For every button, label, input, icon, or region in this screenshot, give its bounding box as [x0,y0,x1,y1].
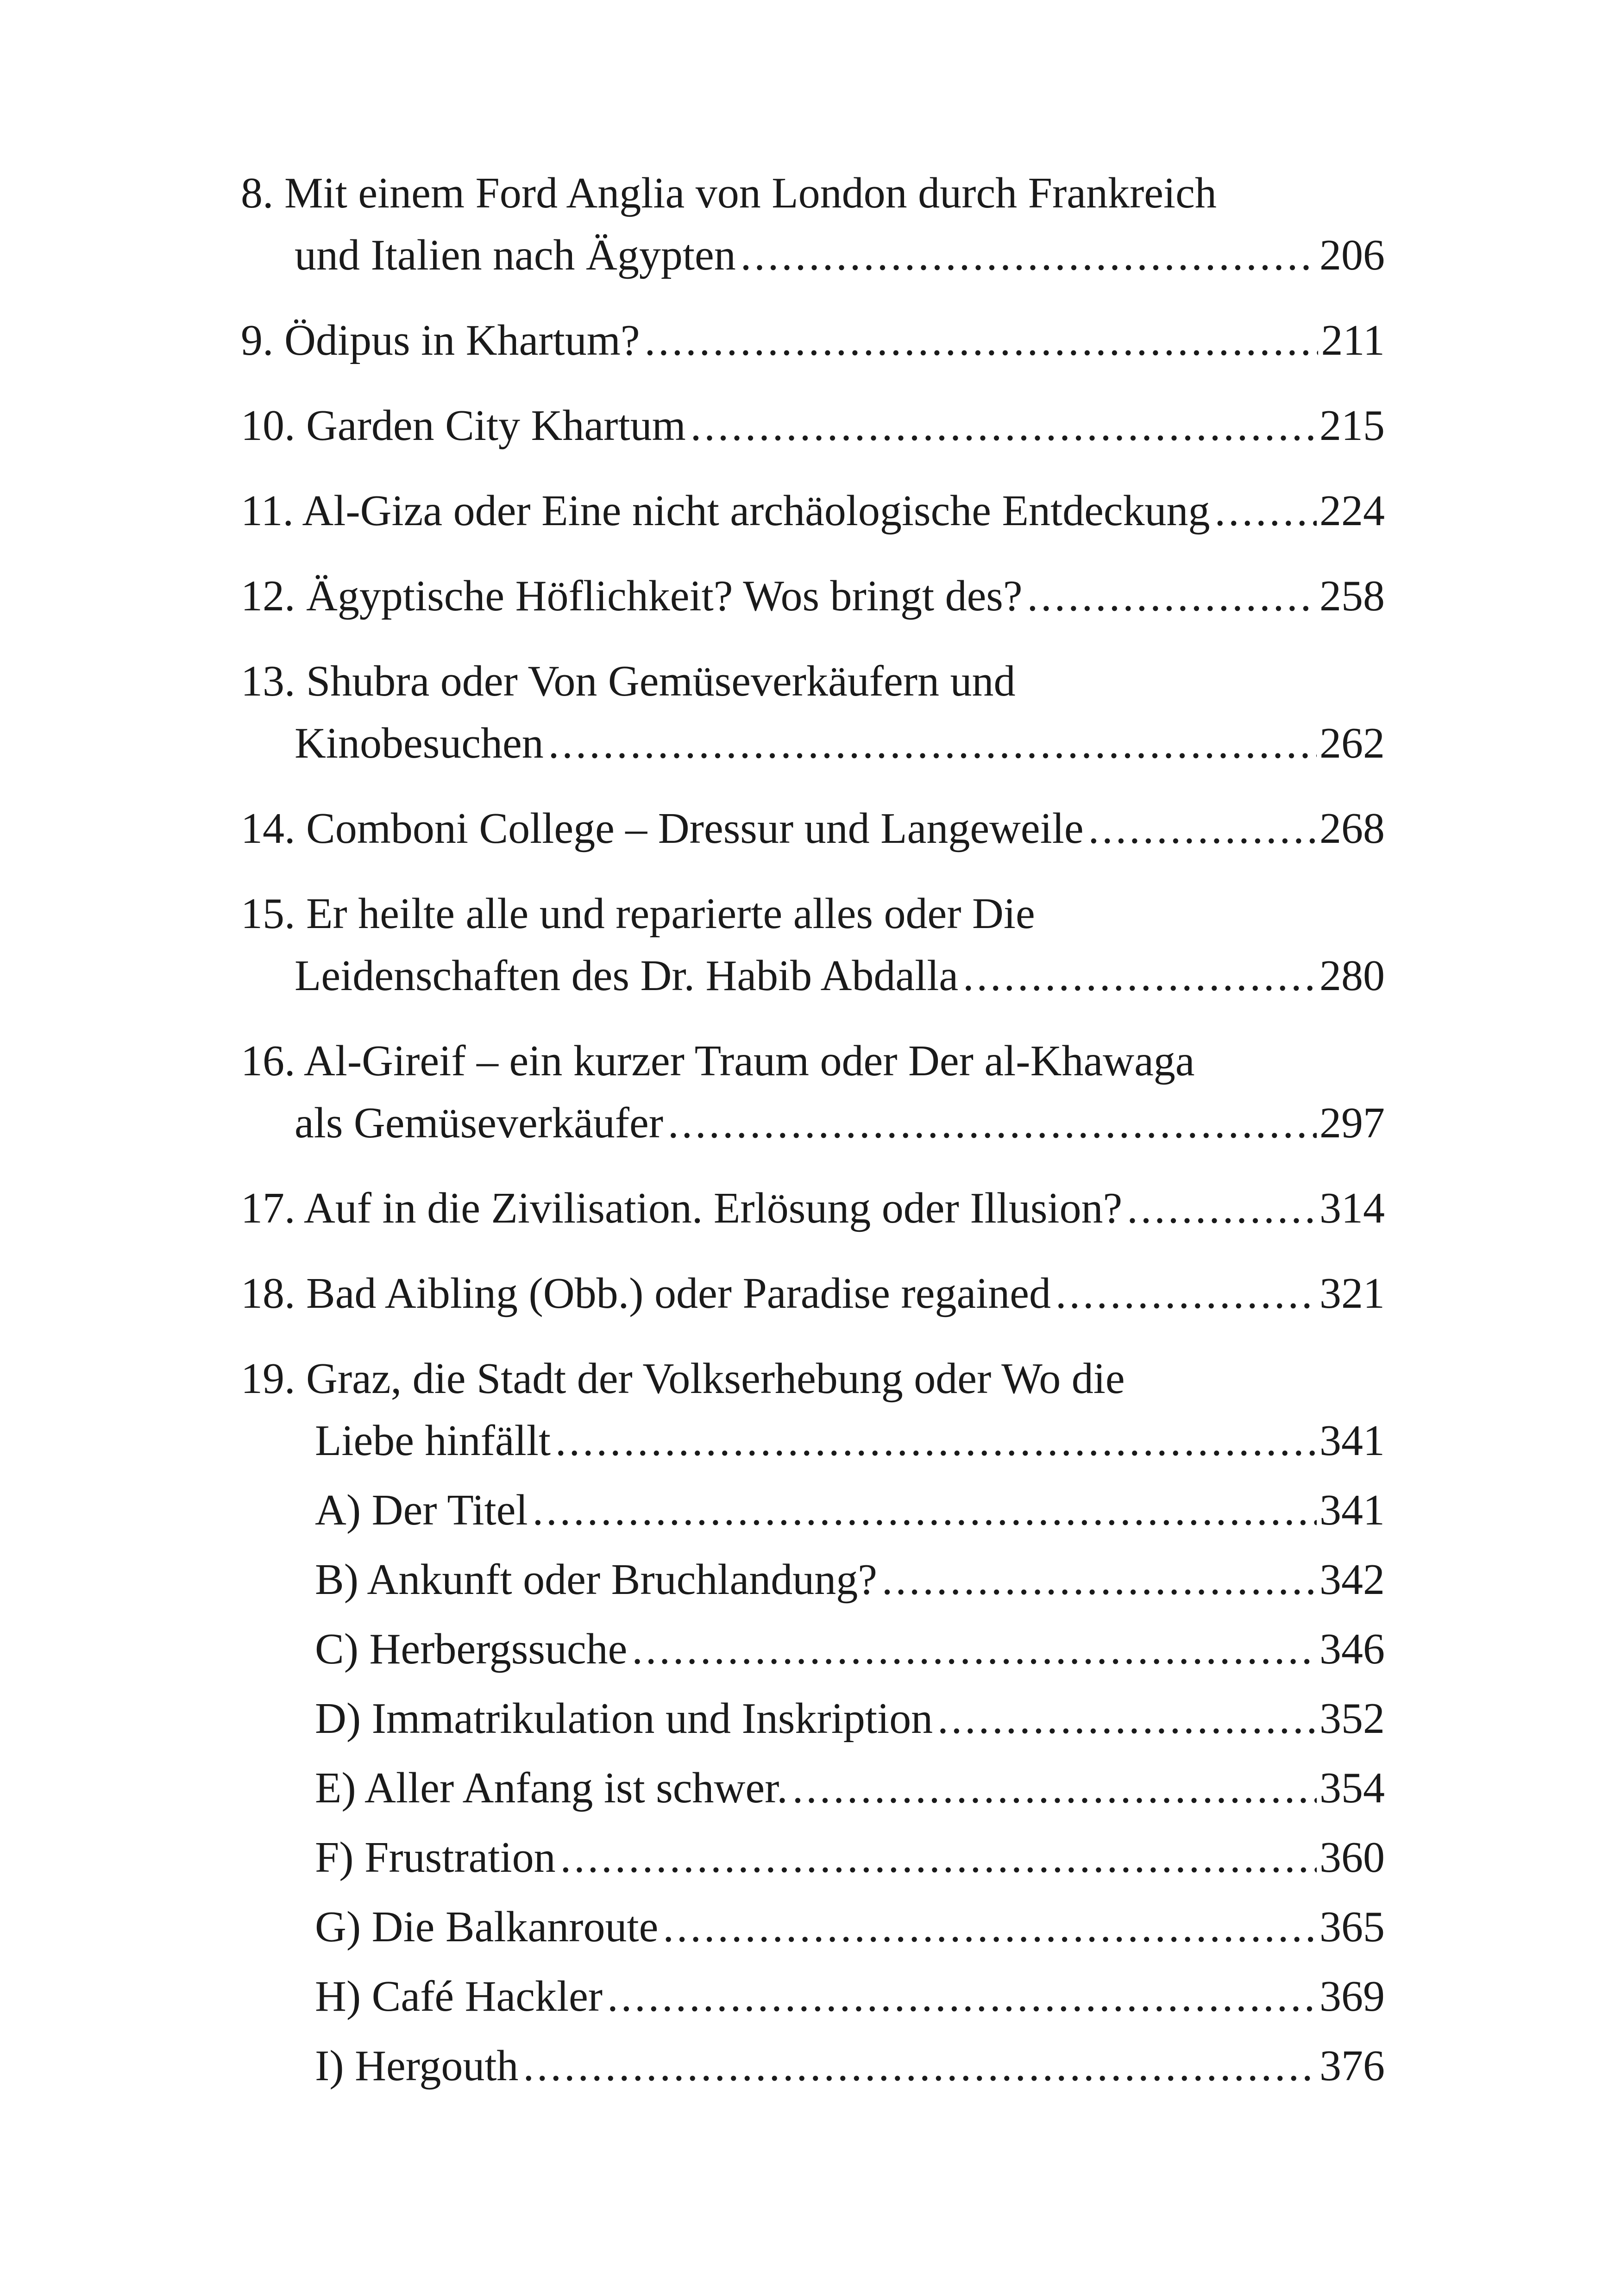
toc-subentry-row [315,1896,1385,1958]
toc-entry-title: 12. Ägyptische Höflichkeit? Wos bringt des? [241,572,1023,620]
dot-leader [607,1965,1317,2027]
dot-leader [1056,1262,1317,1324]
toc-page-number: 215 [1319,401,1385,450]
dot-leader [523,2035,1317,2097]
toc-subentry-row [315,1618,1385,1680]
toc-entry-title: Kinobesuchen [295,719,544,767]
toc-subentry-title: B) Ankunft oder Bruchlandung? [315,1556,877,1604]
table-of-contents [241,162,1385,2097]
toc-subentry-row [315,1549,1385,1611]
toc-entry [241,1348,1385,1472]
toc-entry [241,650,1385,774]
toc-entry-title-line1: 19. Graz, die Stadt der Volkserhebung oder Wo die [241,1355,1125,1403]
toc-entry [241,1177,1385,1239]
toc-entry-title: 11. Al-Giza oder Eine nicht archäologische Entdeckung [241,487,1210,535]
toc-page-number: 262 [1319,719,1385,767]
toc-entry-title-line1: 8. Mit einem Ford Anglia von London durch Frankreich [241,169,1217,217]
toc-entry-title: Leidenschaften des Dr. Habib Abdalla [295,952,959,1000]
toc-page-number: 297 [1319,1099,1385,1147]
toc-entry [241,1262,1385,1324]
toc-page-number: 224 [1319,487,1385,535]
dot-leader [668,1092,1317,1154]
toc-page-number: 354 [1319,1764,1385,1812]
toc-page-number: 321 [1319,1269,1385,1317]
toc-subentry [241,1826,1385,1888]
toc-entry [241,162,1385,286]
dot-leader [963,945,1317,1007]
toc-entry [241,309,1385,371]
toc-page-number: 365 [1319,1903,1385,1951]
toc-subentry-row [315,1965,1385,2027]
toc-subentry-row [315,1687,1385,1750]
toc-page-number: 346 [1319,1625,1385,1673]
toc-page-number: 341 [1319,1417,1385,1465]
toc-entry-row [241,1092,1385,1154]
dot-leader [560,1826,1317,1888]
toc-page-number: 360 [1319,1833,1385,1882]
toc-page-number: 369 [1319,1972,1385,2020]
toc-entry-row [241,395,1385,457]
toc-page-number: 314 [1319,1184,1385,1232]
toc-entry-title-line1: 15. Er heilte alle und reparierte alles oder Die [241,890,1035,938]
dot-leader [741,224,1317,286]
toc-entry [241,395,1385,457]
dot-leader [937,1687,1317,1750]
toc-subentry-row [315,1757,1385,1819]
toc-entry [241,883,1385,1007]
toc-subentry-row [315,1479,1385,1541]
toc-subentry-title: F) Frustration [315,1833,556,1882]
dot-leader [1027,565,1317,627]
toc-entry-title: 9. Ödipus in Khartum? [241,316,640,364]
toc-page-number: 206 [1319,231,1385,279]
toc-page-number: 342 [1319,1556,1385,1604]
toc-subentry [241,1896,1385,1958]
dot-leader [792,1757,1317,1819]
dot-leader [1088,797,1317,859]
toc-subentry [241,1757,1385,1819]
toc-page-number: 376 [1319,2042,1385,2090]
dot-leader [1215,480,1317,542]
toc-subentry [241,1965,1385,2027]
toc-subentry [241,1479,1385,1541]
toc-subentry [241,2035,1385,2097]
toc-entry [241,565,1385,627]
toc-subentry-title: G) Die Balkanroute [315,1903,659,1951]
toc-entry-title: und Italien nach Ägypten [295,231,736,279]
toc-subentry-title: A) Der Titel [315,1486,528,1534]
toc-subentry-title: I) Hergouth [315,2042,519,2090]
dot-leader [548,712,1317,774]
toc-entry-row [241,1410,1385,1472]
toc-page-number: 211 [1321,316,1385,364]
toc-entry-row [241,224,1385,286]
toc-subentry-title: C) Herbergssuche [315,1625,628,1673]
toc-subentry [241,1549,1385,1611]
toc-entry [241,797,1385,859]
toc-entry-row [241,480,1385,542]
toc-entry-title: 18. Bad Aibling (Obb.) oder Paradise regained [241,1269,1051,1317]
toc-entry-row [241,712,1385,774]
dot-leader [1127,1177,1317,1239]
toc-subentry-title: E) Aller Anfang ist schwer. [315,1764,788,1812]
dot-leader [691,395,1317,457]
toc-subentry-title: D) Immatrikulation und Inskription [315,1694,933,1743]
toc-page-number: 258 [1319,572,1385,620]
dot-leader [645,309,1319,371]
toc-entry-title: 14. Comboni College – Dressur und Langeweile [241,804,1084,853]
toc-entry-title: 17. Auf in die Zivilisation. Erlösung oder Illusion? [241,1184,1123,1232]
dot-leader [533,1479,1317,1541]
toc-entry [241,480,1385,542]
dot-leader [882,1549,1317,1611]
toc-entry-row [241,797,1385,859]
toc-entry-title: Liebe hinfällt [315,1417,551,1465]
toc-entry-title: 10. Garden City Khartum [241,401,686,450]
dot-leader [632,1618,1317,1680]
toc-entry-row [241,309,1385,371]
toc-page-number: 268 [1319,804,1385,853]
toc-page-number: 280 [1319,952,1385,1000]
toc-subentry [241,1618,1385,1680]
toc-entry-row [241,1262,1385,1324]
toc-subentry-row [315,2035,1385,2097]
toc-entry-title-line1: 16. Al-Gireif – ein kurzer Traum oder Der al-Khawaga [241,1037,1195,1085]
toc-page-number: 352 [1319,1694,1385,1743]
toc-subentry-row [315,1826,1385,1888]
toc-entry-row [241,1177,1385,1239]
toc-subentry [241,1687,1385,1750]
toc-entry-row [241,945,1385,1007]
toc-entry [241,1030,1385,1154]
toc-subentry-title: H) Café Hackler [315,1972,603,2020]
dot-leader [555,1410,1317,1472]
toc-entry-row [241,565,1385,627]
toc-entry-title: als Gemüseverkäufer [295,1099,664,1147]
toc-page-number: 341 [1319,1486,1385,1534]
toc-entry-title-line1: 13. Shubra oder Von Gemüseverkäufern und [241,657,1016,705]
dot-leader [663,1896,1317,1958]
